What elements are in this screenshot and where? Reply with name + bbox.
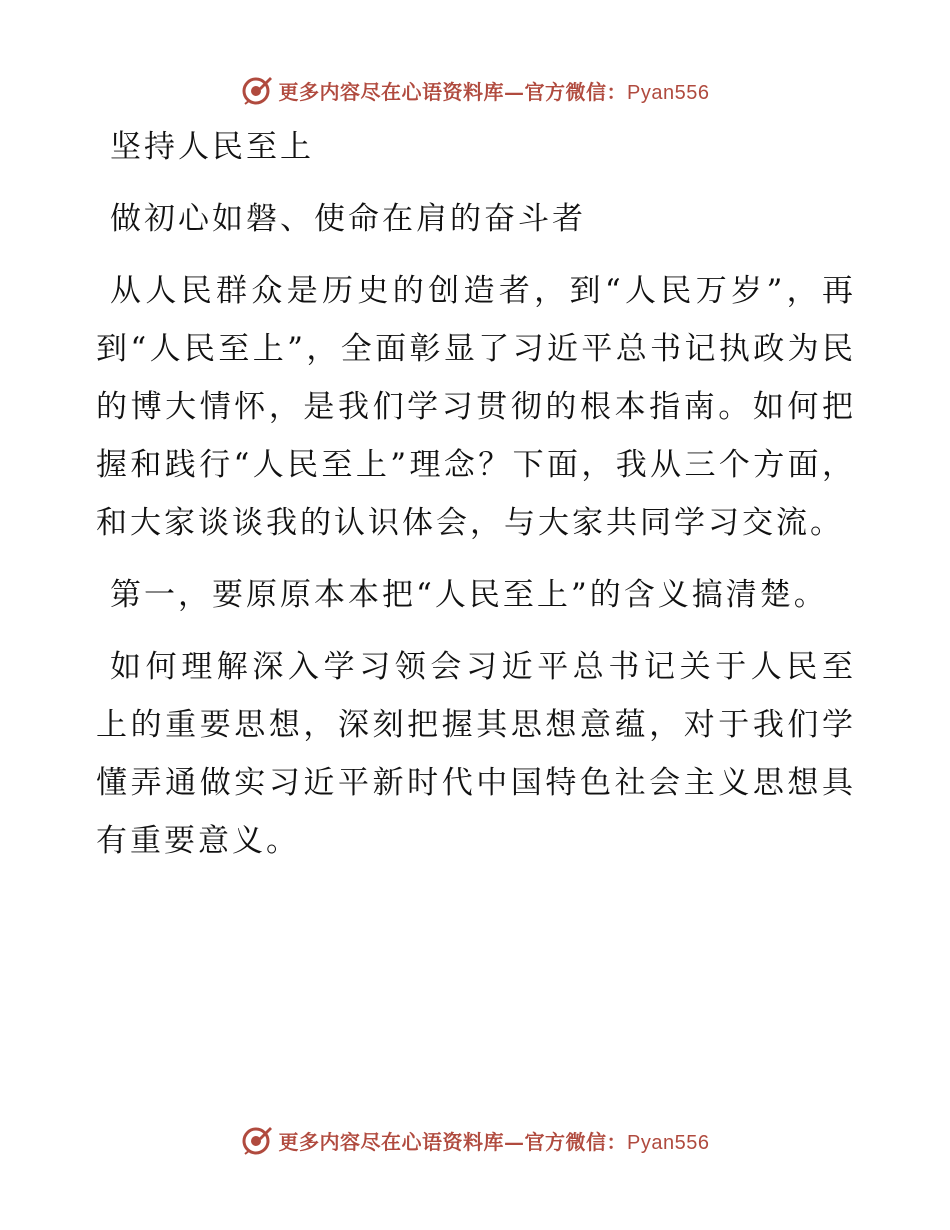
watermark-text [279, 76, 710, 105]
watermark-label: 更多内容尽在心语资料库—官方微信： [278, 1129, 628, 1154]
paragraph: 如何理解深入学习领会习近平总书记关于人民至上的重要思想，深刻把握其思想意蕴，对于我们学懂弄通做实习近平新时代中国特色社会主义思想具有重要意义。 [96, 649, 856, 859]
paragraph: 从人民群众是历史的创造者，到“人民万岁”，再到“人民至上”，全面彰显了习近平总书记执政为民的博大情怀，是我们学习贯彻的根本指南。如何把握和践行“人民至上”理念？下面，我从三个方面，和大家谈谈我的认识体会，与大家共同学习交流。 [96, 273, 856, 541]
watermark-text [279, 1126, 710, 1155]
header-watermark [0, 70, 950, 110]
footer-watermark [0, 1120, 950, 1160]
paragraph: 第一，要原原本本把“人民至上”的含义搞清楚。 [110, 577, 828, 613]
quill-pen-seal-icon [241, 1124, 273, 1156]
document-subtitle: 做初心如磐、使命在肩的奋斗者 [110, 201, 586, 237]
wechat-id: Pyan556 [627, 1131, 710, 1154]
wechat-id: Pyan556 [627, 81, 710, 104]
quill-pen-seal-icon [241, 74, 273, 106]
document-title: 坚持人民至上 [110, 129, 314, 165]
watermark-label: 更多内容尽在心语资料库—官方微信： [278, 79, 628, 104]
document-body [96, 118, 856, 884]
